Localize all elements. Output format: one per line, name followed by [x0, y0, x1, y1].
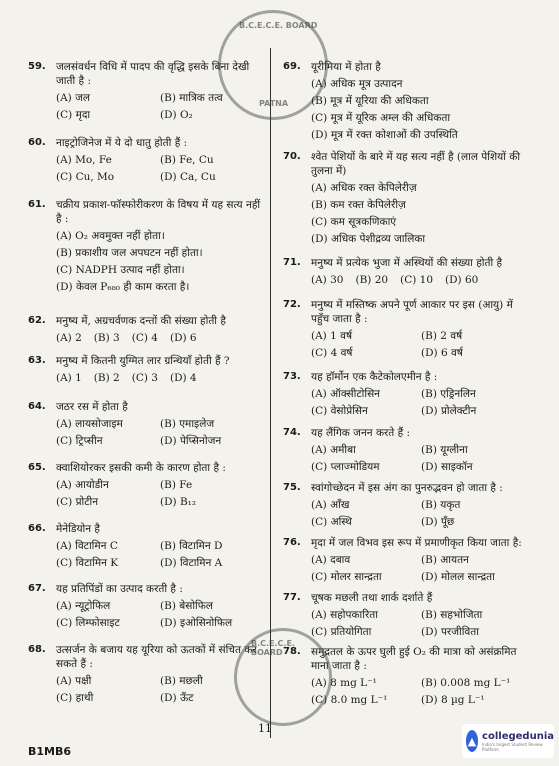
option-a: (A) O₂ अवमुक्त नहीं होता। [56, 230, 165, 242]
option-b: (B) Fe [160, 479, 193, 491]
option-c: (C) अस्थि [311, 516, 352, 528]
question-number: 69. [283, 61, 301, 72]
option-c: (C) प्लाज्मोडियम [311, 461, 380, 473]
question-text: जठर रस में होता है [56, 401, 128, 413]
question-text: जलसंवर्धन विधि में पादप की वृद्धि इसके बिना देखी जाती है : [56, 61, 250, 87]
question-number: 66. [28, 523, 46, 534]
question-number: 61. [28, 199, 46, 210]
option-c: (C) Cu, Mo [56, 171, 115, 183]
option-d: (D) इओसिनोफिल [160, 617, 233, 629]
question-74 [283, 426, 531, 474]
question-67 [28, 582, 264, 630]
option-b: (B) 20 [355, 274, 389, 286]
question-text: यह प्रतिपिंडों का उत्पाद करती है : [56, 583, 183, 595]
option-c: (C) 3 [131, 372, 158, 384]
question-text: स्वांगोच्छेदन में इस अंग का पुनरुद्भवन हो जाता है : [311, 482, 503, 494]
question-text: मनुष्य में प्रत्येक भुजा में अस्थियों की संख्या होती है [311, 257, 503, 269]
option-a: (A) लायसोजाइम [56, 418, 123, 430]
logo-name: collegedunia [482, 730, 554, 742]
question-62 [28, 314, 264, 345]
option-b: (B) मात्रिक तत्व [160, 92, 223, 104]
question-75 [283, 481, 531, 529]
question-63 [28, 354, 264, 385]
question-77 [283, 591, 531, 639]
option-a: (A) जल [56, 92, 91, 104]
option-b: (B) बेसोफिल [160, 600, 213, 612]
option-a: (A) अधिक रक्त केपिलेरीज़ [311, 182, 417, 194]
option-c: (C) मृदा [56, 109, 91, 121]
question-text: क्वाशियोरकर इसकी कमी के कारण होता है : [56, 462, 226, 474]
question-number: 59. [28, 61, 46, 72]
question-number: 62. [28, 315, 46, 326]
question-text: उत्सर्जन के बजाय यह यूरिया को ऊतकों में संचित कर सकते हैं : [56, 644, 257, 670]
question-text: नाइट्रोजिनेज में ये दो धातु होती हैं : [56, 137, 188, 149]
option-d: (D) पेप्सिनोजन [160, 435, 222, 447]
question-68 [28, 643, 264, 705]
option-a: (A) अधिक मूत्र उत्पादन [311, 78, 403, 90]
option-d: (D) 60 [445, 274, 479, 286]
question-number: 68. [28, 644, 46, 655]
option-b: (B) सहभोजिता [421, 609, 483, 621]
option-b: (B) प्रकाशीय जल अपघटन नहीं होता। [56, 247, 203, 259]
option-d: (D) 8 µg L⁻¹ [421, 694, 485, 706]
question-text: यह लैंगिक जनन करते हैं : [311, 427, 411, 439]
option-a: (A) अमीबा [311, 444, 356, 456]
option-a: (A) 8 mg L⁻¹ [311, 677, 377, 689]
option-b: (B) 2 वर्ष [421, 330, 463, 342]
option-a: (A) 30 [311, 274, 344, 286]
question-text: मनुष्य में कितनी युग्मित लार ग्रन्थियाँ होती हैं ? [56, 355, 230, 367]
option-d: (D) परजीविता [421, 626, 479, 638]
option-c: (C) 10 [400, 274, 434, 286]
question-text: समुद्रतल के ऊपर घुली हुई O₂ की मात्रा को असंक्रमित माना जाता है : [311, 646, 517, 672]
question-number: 73. [283, 371, 301, 382]
question-60 [28, 136, 264, 184]
stamp-text: B.C.E.C.E. BOARD [251, 639, 295, 657]
option-a: (A) दबाव [311, 554, 351, 566]
option-b: (B) 2 [93, 372, 120, 384]
question-number: 76. [283, 537, 301, 548]
option-b: (B) यकृत [421, 499, 461, 511]
option-a: (A) न्यूट्रोफिल [56, 600, 111, 612]
option-c: (C) 4 वर्ष [311, 347, 353, 359]
option-b: (B) एड्रिनलिन [421, 388, 476, 400]
option-c: (C) लिम्फोसाइट [56, 617, 120, 629]
option-d: (D) B₁₂ [160, 496, 197, 508]
option-b: (B) 3 [93, 332, 120, 344]
question-text: चक्रीय प्रकाश-फॉस्फोरीकरण के विषय में यह सत्य नहीं है : [56, 199, 261, 225]
page-number: 11 [258, 722, 272, 735]
question-text: मेनेडियोन है [56, 523, 100, 535]
question-76 [283, 536, 531, 584]
option-d: (D) अधिक पेशीद्रव्य जालिका [311, 233, 426, 245]
option-c: (C) मोलर सान्द्रता [311, 571, 382, 583]
option-d: (D) Ca, Cu [160, 171, 216, 183]
question-number: 78. [283, 646, 301, 657]
option-b: (B) मूत्र में यूरिया की अधिकता [311, 95, 429, 107]
logo-tagline: India's largest Student Review Platform [482, 741, 543, 752]
question-64 [28, 400, 264, 448]
option-d: (D) O₂ [160, 109, 193, 121]
option-d: (D) 6 वर्ष [421, 347, 463, 359]
question-text: यूरीमिया में होता है [311, 61, 381, 73]
option-c: (C) कम सूत्रकणिकाएं [311, 216, 397, 228]
option-c: (C) विटामिन K [56, 557, 119, 569]
option-a: (A) विटामिन C [56, 540, 118, 552]
board-stamp-bottom [234, 628, 332, 726]
question-number: 77. [283, 592, 301, 603]
option-d: (D) 6 [169, 332, 197, 344]
option-b: (B) 0.008 mg L⁻¹ [421, 677, 511, 689]
question-number: 63. [28, 355, 46, 366]
option-b: (B) मछली [160, 675, 203, 687]
option-a: (A) आँख [311, 499, 350, 511]
option-b: (B) Fe, Cu [160, 154, 214, 166]
option-c: (C) प्रतियोगिता [311, 626, 372, 638]
question-number: 70. [283, 151, 301, 162]
board-stamp-top [218, 10, 328, 120]
option-d: (D) प्रोलेक्टीन [421, 405, 477, 417]
option-c: (C) वेसोप्रेसिन [311, 405, 368, 417]
option-d: (D) केवल P₆₈₀ ही काम करता है। [56, 281, 190, 293]
option-b: (B) विटामिन D [160, 540, 223, 552]
question-number: 64. [28, 401, 46, 412]
option-c: (C) हाथी [56, 692, 94, 704]
stamp-text: B.C.E.C.E. BOARD [239, 21, 318, 30]
option-a: (A) 1 [56, 372, 82, 384]
option-c: (C) ट्रिप्सीन [56, 435, 103, 447]
question-text: यह हॉर्मोन एक कैटेकोलएमीन है : [311, 371, 438, 383]
question-number: 65. [28, 462, 46, 473]
question-text: चूषक मछली तथा शार्क दर्शाते हैं [311, 592, 433, 604]
collegedunia-logo [462, 724, 554, 758]
option-d: (D) मोलल सान्द्रता [421, 571, 495, 583]
question-72 [283, 298, 531, 360]
option-b: (B) आयतन [421, 554, 469, 566]
question-61 [28, 198, 264, 294]
option-c: (C) 8.0 mg L⁻¹ [311, 694, 388, 706]
option-c: (C) प्रोटीन [56, 496, 99, 508]
question-65 [28, 461, 264, 509]
option-a: (A) सहोपकारिता [311, 609, 378, 621]
question-73 [283, 370, 531, 418]
option-a: (A) आयोडीन [56, 479, 109, 491]
stamp-subtext: PATNA [259, 99, 289, 108]
option-d: (D) साइकॉन [421, 461, 473, 473]
question-text: मनुष्य में, अग्रचर्वणक दन्तों की संख्या होती है [56, 315, 226, 327]
option-a: (A) 1 वर्ष [311, 330, 353, 342]
question-71 [283, 256, 531, 287]
question-number: 67. [28, 583, 46, 594]
option-c: (C) मूत्र में यूरिक अम्ल की अधिकता [311, 112, 451, 124]
option-d: (D) ऊँट [160, 692, 194, 704]
option-a: (A) पक्षी [56, 675, 92, 687]
question-text: श्वेत पेशियों के बारे में यह सत्य नहीं है (लाल पेशियों की तुलना में) [311, 151, 521, 177]
question-text: मनुष्य में मस्तिष्क अपने पूर्ण आकार पर इस (आयु) में पहुँच जाता है : [311, 299, 513, 325]
option-d: (D) पूँछ [421, 516, 455, 528]
option-b: (B) यूग्लीना [421, 444, 468, 456]
option-c: (C) NADPH उत्पाद नहीं होता। [56, 264, 185, 276]
booklet-code: B1MB6 [28, 745, 72, 758]
question-70 [283, 150, 531, 246]
graduation-cap-icon: ▲ [466, 730, 478, 752]
option-b: (B) कम रक्त केपिलेरीज़ [311, 199, 406, 211]
option-a: (A) ऑक्सीटोसिन [311, 388, 380, 400]
question-number: 72. [283, 299, 301, 310]
question-number: 75. [283, 482, 301, 493]
question-number: 71. [283, 257, 301, 268]
question-text: मृदा में जल विभव इस रूप में प्रमाणीकृत किया जाता है: [311, 537, 522, 549]
option-a: (A) 2 [56, 332, 82, 344]
question-66 [28, 522, 264, 570]
option-d: (D) विटामिन A [160, 557, 223, 569]
option-d: (D) मूत्र में रक्त कोशाओं की उपस्थिति [311, 129, 458, 141]
option-b: (B) एमाइलेज [160, 418, 215, 430]
option-a: (A) Mo, Fe [56, 154, 112, 166]
question-number: 74. [283, 427, 301, 438]
option-d: (D) 4 [169, 372, 197, 384]
question-number: 60. [28, 137, 46, 148]
option-c: (C) 4 [131, 332, 158, 344]
